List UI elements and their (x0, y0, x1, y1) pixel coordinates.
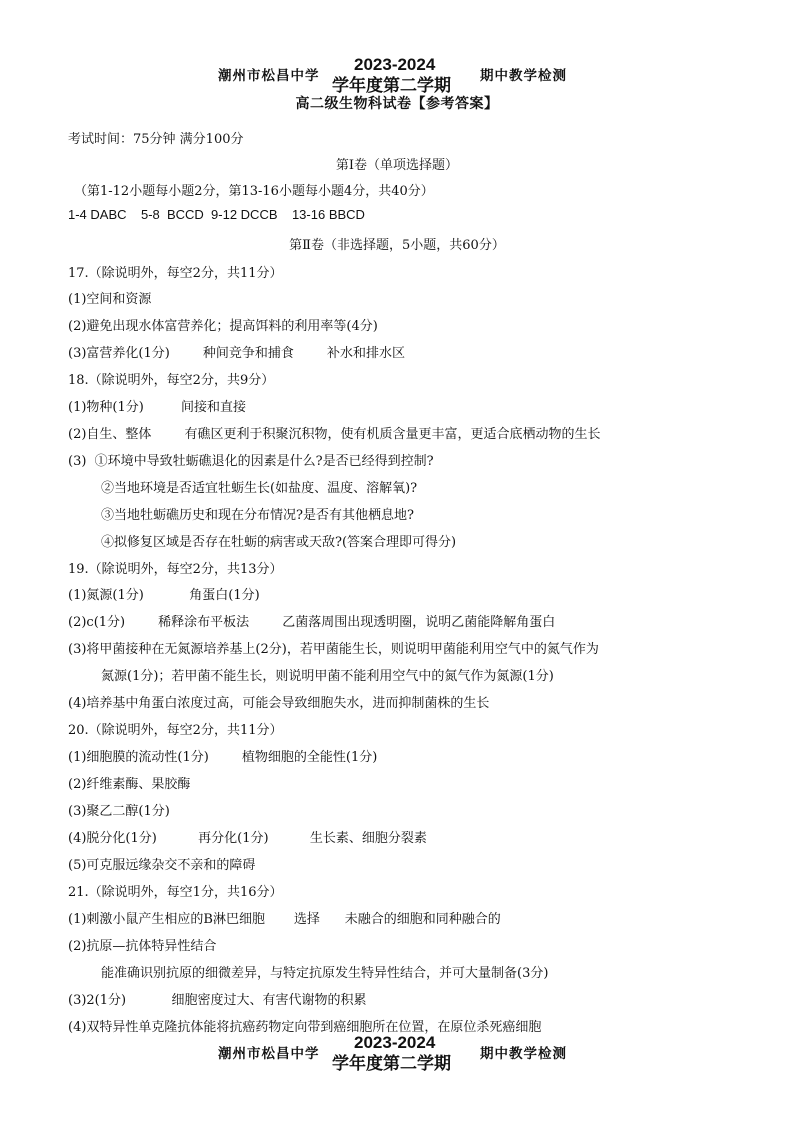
exam-info: 考试时间：75分钟 满分100分 (68, 132, 244, 147)
q18-answer-1: (1)物种(1分) 间接和直接 (68, 400, 247, 415)
q17-answer-3: (3)富营养化(1分) 种间竞争和捕食 补水和排水区 (68, 346, 405, 361)
q19-answer-2: (2)c(1分) 稀释涂布平板法 乙菌落周围出现透明圈，说明乙菌能降解角蛋白 (68, 615, 556, 630)
q18-answer-3a: (3) ①环境中导致牡蛎礁退化的因素是什么?是否已经得到控制? (68, 454, 434, 469)
q17-heading: 17.（除说明外，每空2分，共11分） (68, 266, 283, 281)
footer-header (0, 1033, 794, 1073)
footer-exam-name: 期中教学检测 (480, 1046, 567, 1062)
school-name: 潮州市松昌中学 (218, 68, 320, 84)
q20-heading: 20.（除说明外，每空2分，共11分） (68, 723, 283, 738)
part1-title: 第Ⅰ卷（单项选择题） (335, 158, 459, 173)
q21-answer-1: (1)刺激小鼠产生相应的B淋巴细胞 选择 未融合的细胞和同种融合的 (68, 912, 501, 927)
q19-answer-4: (4)培养基中角蛋白浓度过高，可能会导致细胞失水，进而抑制菌株的生长 (68, 696, 490, 711)
q19-answer-3a: (3)将甲菌接种在无氮源培养基上(2分)，若甲菌能生长，则说明甲菌能利用空气中的氮气作为 (68, 642, 599, 657)
q20-answer-1: (1)细胞膜的流动性(1分) 植物细胞的全能性(1分) (68, 750, 378, 765)
footer-school-year: 2023-2024 (354, 1033, 436, 1052)
q19-answer-1: (1)氮源(1分) 角蛋白(1分) (68, 588, 260, 603)
q18-answer-2: (2)自生、整体 有礁区更利于积聚沉积物，使有机质含量更丰富，更适合底栖动物的生长 (68, 427, 601, 442)
q21-answer-3: (3)2(1分) 细胞密度过大、有害代谢物的积累 (68, 993, 367, 1008)
exam-name: 期中教学检测 (480, 68, 567, 84)
q20-answer-2: (2)纤维素酶、果胶酶 (68, 777, 191, 792)
header (0, 55, 794, 95)
footer-term-label: 学年度第二学期 (332, 1054, 451, 1074)
term-label: 学年度第二学期 (332, 76, 451, 96)
q21-answer-2a: (2)抗原—抗体特异性结合 (68, 939, 217, 954)
q20-answer-5: (5)可克服远缘杂交不亲和的障碍 (68, 858, 256, 873)
q20-answer-4: (4)脱分化(1分) 再分化(1分) 生长素、细胞分裂素 (68, 831, 427, 846)
q20-answer-3: (3)聚乙二醇(1分) (68, 804, 170, 819)
q18-answer-3b: ②当地环境是否适宜牡蛎生长(如盐度、温度、溶解氧)? (101, 481, 418, 496)
q18-answer-3c: ③当地牡蛎礁历史和现在分布情况?是否有其他栖息地? (101, 508, 414, 523)
q17-answer-2: (2)避免出现水体富营养化；提高饵料的利用率等(4分) (68, 319, 378, 334)
part2-title: 第Ⅱ卷（非选择题，5小题，共60分） (289, 238, 505, 253)
q17-answer-1: (1)空间和资源 (68, 292, 152, 307)
q18-answer-3d: ④拟修复区域是否存在牡蛎的病害或天敌?(答案合理即可得分) (101, 535, 457, 550)
q21-answer-4: (4)双特异性单克隆抗体能将抗癌药物定向带到癌细胞所在位置，在原位杀死癌细胞 (68, 1020, 542, 1035)
q18-heading: 18.（除说明外，每空2分，共9分） (68, 373, 275, 388)
page-title: 高二级生物科试卷【参考答案】 (295, 96, 499, 112)
part1-scoring: （第1-12小题每小题2分，第13-16小题每小题4分，共40分） (74, 184, 434, 199)
footer-school-name: 潮州市松昌中学 (218, 1046, 320, 1062)
q19-heading: 19.（除说明外，每空2分，共13分） (68, 562, 283, 577)
q21-answer-2b: 能准确识别抗原的细微差异，与特定抗原发生特异性结合，并可大量制备(3分) (101, 966, 549, 981)
part1-answers: 1-4 DABC 5-8 BCCD 9-12 DCCB 13-16 BBCD (68, 207, 365, 222)
q21-heading: 21.（除说明外，每空1分，共16分） (68, 885, 283, 900)
school-year: 2023-2024 (354, 55, 436, 74)
q19-answer-3b: 氮源(1分)；若甲菌不能生长，则说明甲菌不能利用空气中的氮气作为氮源(1分) (101, 669, 554, 684)
